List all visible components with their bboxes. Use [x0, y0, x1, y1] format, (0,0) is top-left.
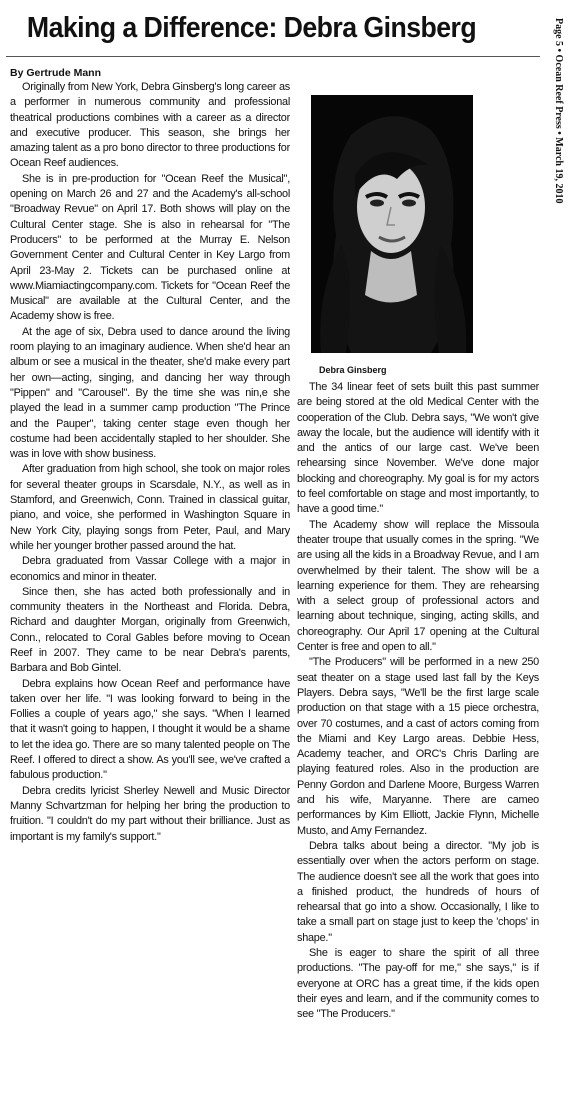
article-column-right — [297, 380, 539, 1110]
paragraph: Debra credits lyricist Sherley Newell and Music Director Manny Schvartzman for helping her bring the production to fruition. "I couldn't do my part without their brilliance. Just as important is my family's support." — [10, 784, 290, 843]
byline: By Gertrude Mann — [10, 67, 102, 79]
headline: Making a Difference: Debra Ginsberg — [26, 12, 477, 44]
paragraph: Originally from New York, Debra Ginsberg's long career as a performer in numerous community and professional theatrical productions combines with a career as a director and executive producer. This season, she brings her amazing talent as a pro bono director to three productions for Ocean Reef audiences. — [10, 81, 290, 170]
photo-caption: Debra Ginsberg — [319, 365, 387, 375]
paragraph: At the age of six, Debra used to dance around the living room playing to an imaginary audience. When she'd hear an album or see a musical in the theater, she'd make every part her own—acting, singing, and dancing her way through "Pippen" and "Carousel". By the time she was nin,e she played the lead in a summer camp production "The Prince and the Pauper", taking center stage even though her costume had been accidentally stapled to her shoulder. She was in love with show business. — [10, 325, 290, 461]
paragraph: She is eager to share the spirit of all three productions. "The pay-off for me," she says," is if everyone at ORC has a great time, if the kids open their eyes and learn, and if the community comes to see "The Producers." — [297, 946, 539, 1021]
portrait-illustration — [311, 95, 473, 353]
page-folio: Page 5 • Ocean Reef Press • March 19, 2010 — [553, 18, 564, 204]
portrait-photo — [311, 95, 473, 353]
paragraph: Debra talks about being a director. "My job is essentially over when the actors perform on stage. The audience doesn't see all the work that goes into a finished product, the hundreds of hours of rehearsal that go into a show. Occasionally, I like to take a small part on stage just to keep the 'chops' in shape." — [297, 839, 539, 944]
paragraph: The Academy show will replace the Missoula theater troupe that usually comes in the spring. "We are using all the kids in a Broadway Revue, and I am overwhelmed by their talent. The show will be a learning experience for them. They are rehearsing with a select group of professional actors and learning about technique, singing, acting skills, and choreography. Our April 17 opening at the Cultural Center is free and open to all." — [297, 518, 539, 654]
paragraph: She is in pre-production for "Ocean Reef the Musical", opening on March 26 and 27 and the Academy's all-school "Broadway Revue" on April 17. Both shows will play on the Cultural Center stage. She is also in rehearsal for "The Producers" to be performed at the Murray E. Nelson Government Center and Cultural Center in Key Largo from April 23-May 2. Tickets can be purchased online at www.Miamiactingcompany.com. Tickets for "Ocean Reef the Musical" are available at the Cultural Center, and the Academy show is free. — [10, 172, 290, 323]
article-column-left — [10, 80, 290, 1110]
paragraph: After graduation from high school, she took on major roles for several theater groups in Scarsdale, N.Y., as well as in Stamford, and Greenwich, Conn. Trained in classical guitar, piano, and voice, she performed in Washington Square in New York City, playing songs from Peter, Paul, and Mary while her younger brother passed around the hat. — [10, 463, 290, 552]
headline-rule — [6, 56, 540, 57]
paragraph: Since then, she has acted both professionally and in community theaters in the Northeast and Florida. Debra, Richard and daughter Morgan, originally from Greenwich, Conn., relocated to Coral Gables before moving to Ocean Reef in 2007. They came to be near Debra's parents, Barbara and Bob Gintel. — [10, 585, 290, 675]
paragraph: Debra explains how Ocean Reef and performance have taken over her life. "I was looking forward to being in the Follies a couple of years ago," she says. "When I learned that it wasn't going to happen, I thought it would be a shame to let the idea go. There are so many talented people on The Reef. I offered to direct a show. As you'll see, we've crafted a fabulous production." — [10, 677, 290, 782]
paragraph: "The Producers" will be performed in a new 250 seat theater on a stage used last fall by the Keys Players. Debra says, "We'll be the first large scale production on that stage with a 15 piece orchestra, over 70 costumes, and a cast of actors coming from the Miami and Key Largo areas. Debbie Hess, Academy teacher, and ORC's Chris Darling are playing featured roles. Also in the production are Penny Gordon and Darlene Moore, Burgess Warren and his wife, Maryanne. There are cameo performances by Kim Elliott, Jackie Flynn, Michelle Musto, and Amy Fernandez. — [297, 656, 539, 837]
paragraph: The 34 linear feet of sets built this past summer are being stored at the old Medical Center with the cooperation of the Club. Debra says, "We won't give away the locale, but the audience will identify with it and the antics of our large cast. We've been rehearsing since November. We've done major blocking and choreography. My goal is for my actors to feel comfortable on stage and most importantly, to have a good time." — [297, 381, 539, 516]
paragraph: Debra graduated from Vassar College with a major in economics and minor in theater. — [10, 555, 290, 583]
